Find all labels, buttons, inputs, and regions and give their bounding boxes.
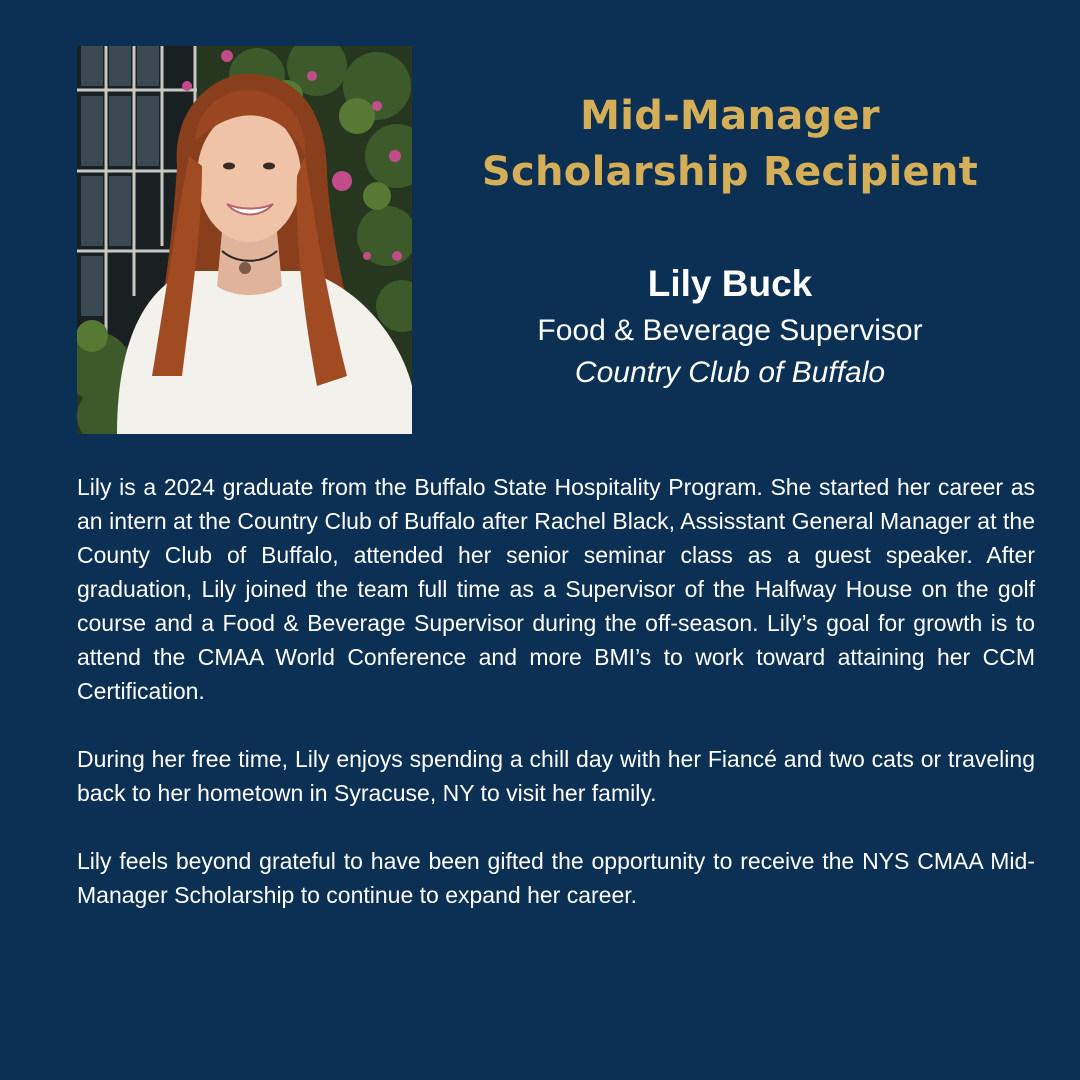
heading-line-2: Scholarship Recipient (481, 149, 979, 195)
recipient-info (430, 261, 1030, 395)
portrait-photo-icon (77, 46, 412, 434)
recipient-title: Food & Beverage Supervisor (537, 314, 923, 347)
bio-paragraph: Lily feels beyond grateful to have been gifted the opportunity to receive the NYS CMAA Mid-Manager Scholarship to continue to expand her career. (77, 848, 1035, 908)
bio-paragraph: During her free time, Lily enjoys spending a chill day with her Fiancé and two cats or traveling back to her hometown in Syracuse, NY to visit her family. (77, 746, 1035, 806)
scholarship-heading (430, 88, 1030, 200)
recipient-club: Country Club of Buffalo (574, 356, 886, 389)
recipient-bio (77, 470, 1035, 946)
bio-paragraph: Lily is a 2024 graduate from the Buffalo State Hospitality Program. She started her career as an intern at the Country Club of Buffalo after Rachel Black, Assisstant General Manager at the County Club of Buffalo, attended her senior seminar class as a guest speaker. After graduation, Lily joined the team full time as a Supervisor of the Halfway House on the golf course and a Food & Beverage Supervisor during the off-season. Lily’s goal for growth is to attend the CMAA World Conference and more BMI’s to work toward attaining her CCM Certification. (77, 474, 1035, 704)
heading-line-1: Mid-Manager (580, 93, 880, 139)
recipient-photo (77, 46, 412, 434)
recipient-name: Lily Buck (647, 263, 813, 304)
